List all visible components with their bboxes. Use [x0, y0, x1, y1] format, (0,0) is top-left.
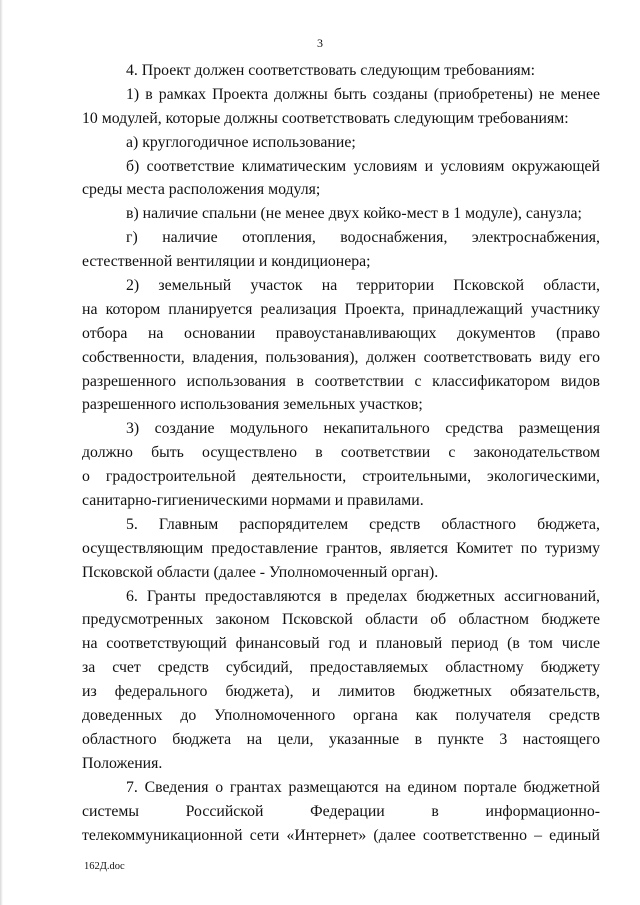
text-line: санитарно-гигиеническими нормами и правилами. — [82, 492, 424, 510]
file-name-footer: 162Д.doc — [84, 861, 125, 872]
text-line: должно быть осуществлено в соответствии с законодательством — [82, 444, 600, 462]
text-line: за счет средств субсидий, предоставляемых областному бюджету — [82, 659, 600, 677]
text-line: 1) в рамках Проекта должны быть созданы (приобретены) не менее — [126, 85, 600, 103]
text-line: 2) земельный участок на территории Псковской области, — [126, 277, 600, 295]
text-line: предусмотренных законом Псковской области об областном бюджете — [82, 611, 600, 629]
text-line: телекоммуникационной сети «Интернет» (далее соответственно – единый — [82, 826, 600, 844]
scan-edge-shadow — [0, 0, 3, 905]
text-line: собственности, владения, пользования), должен соответствовать виду его — [82, 348, 600, 366]
text-line: доведенных до Уполномоченного органа как получателя средств — [82, 707, 600, 725]
text-line: 10 модулей, которые должны соответствовать следующим требованиям: — [82, 109, 569, 127]
text-line: разрешенного использования в соответствии с классификатором видов — [82, 372, 600, 390]
text-line: из федерального бюджета), и лимитов бюджетных обязательств, — [82, 683, 600, 701]
text-line: осуществляющим предоставление грантов, является Комитет по туризму — [82, 539, 600, 557]
text-line: разрешенного использования земельных участков; — [82, 396, 423, 414]
text-line: 3) создание модульного некапитального средства размещения — [126, 420, 600, 438]
text-line: на котором планируется реализация Проекта, принадлежащий участнику — [82, 300, 600, 318]
text-line: 4. Проект должен соответствовать следующим требованиям: — [126, 62, 536, 79]
text-line: областного бюджета на цели, указанные в пункте 3 настоящего — [82, 730, 600, 748]
text-line: отбора на основании правоустанавливающих документов (право — [82, 324, 600, 342]
page-number: 3 — [317, 36, 323, 50]
text-line: среды места расположения модуля; — [82, 181, 321, 199]
text-line: 5. Главным распорядителем средств областного бюджета, — [126, 515, 600, 533]
text-line: системы Российской Федерации в информационно- — [82, 802, 600, 820]
text-line: Псковской области (далее - Уполномоченный орган). — [82, 563, 439, 581]
text-line: в) наличие спальни (не менее двух койко-мест в 1 модуле), санузла; — [126, 205, 582, 223]
text-line: о градостроительной деятельности, строительными, экологическими, — [82, 468, 600, 486]
text-line: б) соответствие климатическим условиям и условиям окружающей — [126, 157, 600, 175]
text-line: 6. Гранты предоставляются в пределах бюджетных ассигнований, — [126, 587, 600, 605]
text-line: Положения. — [82, 754, 163, 772]
text-line: а) круглогодичное использование; — [126, 133, 356, 151]
text-line: на соответствующий финансовый год и плановый период (в том числе — [82, 635, 600, 653]
document-body — [82, 59, 600, 847]
text-line: 7. Сведения о грантах размещаются на едином портале бюджетной — [126, 778, 600, 796]
text-line: естественной вентиляции и кондиционера; — [82, 253, 371, 271]
text-line: г) наличие отопления, водоснабжения, электроснабжения, — [126, 229, 600, 247]
